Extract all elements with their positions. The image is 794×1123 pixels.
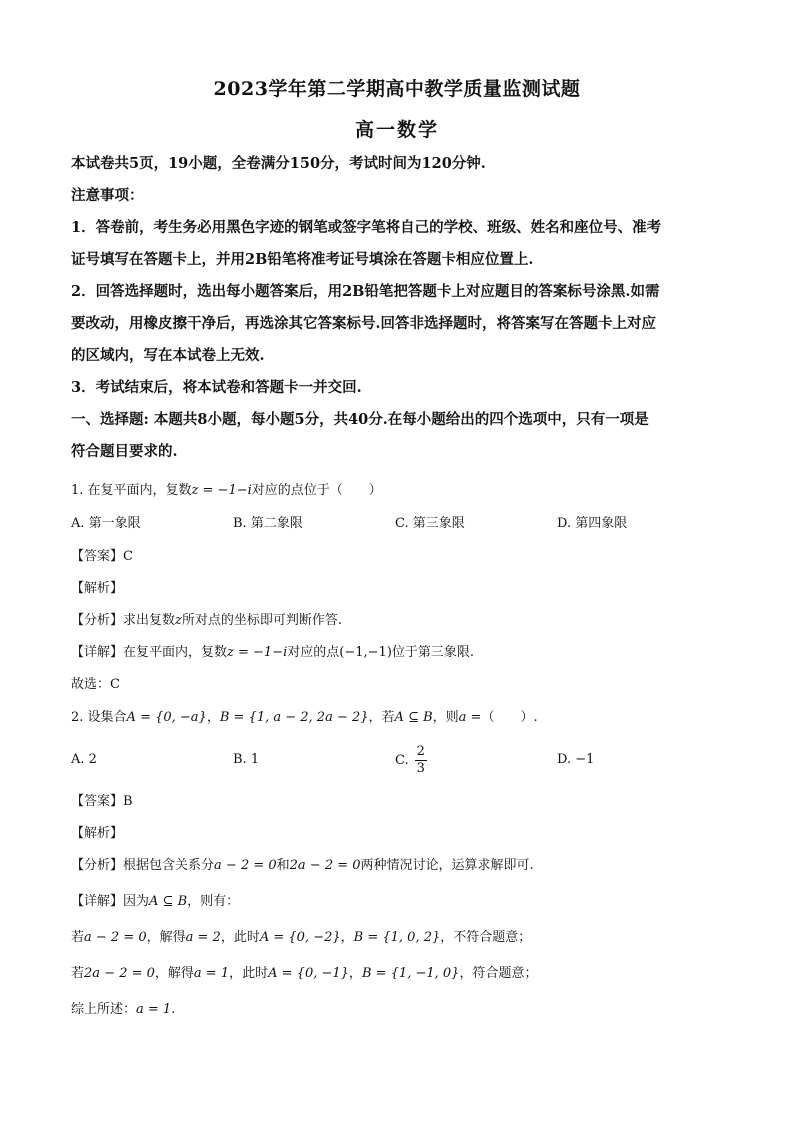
notice-2a: 2．回答选择题时，选出每小题答案后，用2B铅笔把答题卡上对应题目的答案标号涂黑.如需 <box>71 283 660 300</box>
notice-3: 3．考试结束后，将本试卷和答题卡一并交回. <box>71 379 362 396</box>
page-subtitle: 高一数学 <box>354 119 439 141</box>
q2-option-d: D. −1 <box>557 752 595 767</box>
q1-choice: 故选：C <box>71 677 120 692</box>
q2-options <box>71 740 725 780</box>
q1-answer: 【答案】C <box>71 549 133 564</box>
q1-option-c: C. 第三象限 <box>395 516 465 531</box>
q1-jiexi: 【解析】 <box>71 581 124 596</box>
q2-option-c: C. $\frac{2}{3}$ <box>395 743 425 776</box>
intro-line: 本试卷共5页，19小题，全卷满分150分，考试时间为120分钟. <box>71 155 486 172</box>
q1-xiangjie: 【详解】在复平面内，复数z = −1−i对应的点(−1,−1)位于第三象限. <box>71 645 475 660</box>
q1-options <box>71 513 725 535</box>
q1-option-a: A. 第一象限 <box>71 516 141 531</box>
q2-xiangjie: 【详解】因为A ⊆ B，则有： <box>71 894 240 909</box>
section-heading-b: 符合题目要求的. <box>71 443 178 460</box>
q2-option-a: A. 2 <box>71 752 97 767</box>
exam-body <box>71 148 725 1020</box>
notice-1b: 证号填写在答题卡上，并用2B铅笔将准考证号填涂在答题卡相应位置上. <box>71 251 534 268</box>
q2-case-1: 若a − 2 = 0，解得a = 2，此时A = {0, −2}，B = {1, 0, 2}，不符合题意； <box>71 930 532 945</box>
fraction: $\frac{2}{3}$ <box>416 743 425 776</box>
section-heading-a: 一、选择题: 本题共8小题，每小题5分，共40分.在每小题给出的四个选项中，只有一项是 <box>71 411 649 428</box>
notice-2c: 的区域内，写在本试卷上无效. <box>71 347 265 364</box>
q2-answer: 【答案】B <box>71 794 133 809</box>
q2-fenxi: 【分析】根据包含关系分a − 2 = 0和2a − 2 = 0两种情况讨论，运算求解即可. <box>71 858 534 873</box>
notice-2b: 要改动，用橡皮擦干净后，再选涂其它答案标号.回答非选择题时，将答案写在答题卡上对应 <box>71 315 657 332</box>
q2-jiexi: 【解析】 <box>71 826 124 841</box>
notice-heading: 注意事项： <box>71 187 144 204</box>
q1-stem: 1. 在复平面内，复数z = −1−i对应的点位于（ ） <box>71 483 382 498</box>
q1-fenxi: 【分析】求出复数z所对点的坐标即可判断作答. <box>71 613 343 628</box>
q2-stem: 2. 设集合A = {0, −a}，B = {1, a − 2, 2a − 2}，若A ⊆ B，则a =（ ）. <box>71 710 538 725</box>
q1-option-d: D. 第四象限 <box>557 516 628 531</box>
q2-summary: 综上所述：a = 1. <box>71 1002 176 1017</box>
q2-option-b: B. 1 <box>233 752 260 767</box>
page-title: 2023学年第二学期高中教学质量监测试题 <box>213 78 581 100</box>
q1-option-b: B. 第二象限 <box>233 516 303 531</box>
notice-1a: 1．答卷前，考生务必用黑色字迹的钢笔或签字笔将自己的学校、班级、姓名和座位号、准考 <box>71 219 662 236</box>
q2-case-2: 若2a − 2 = 0，解得a = 1，此时A = {0, −1}，B = {1, −1, 0}，符合题意； <box>71 966 538 981</box>
q1-stem-math: z = −1−i <box>191 483 252 498</box>
